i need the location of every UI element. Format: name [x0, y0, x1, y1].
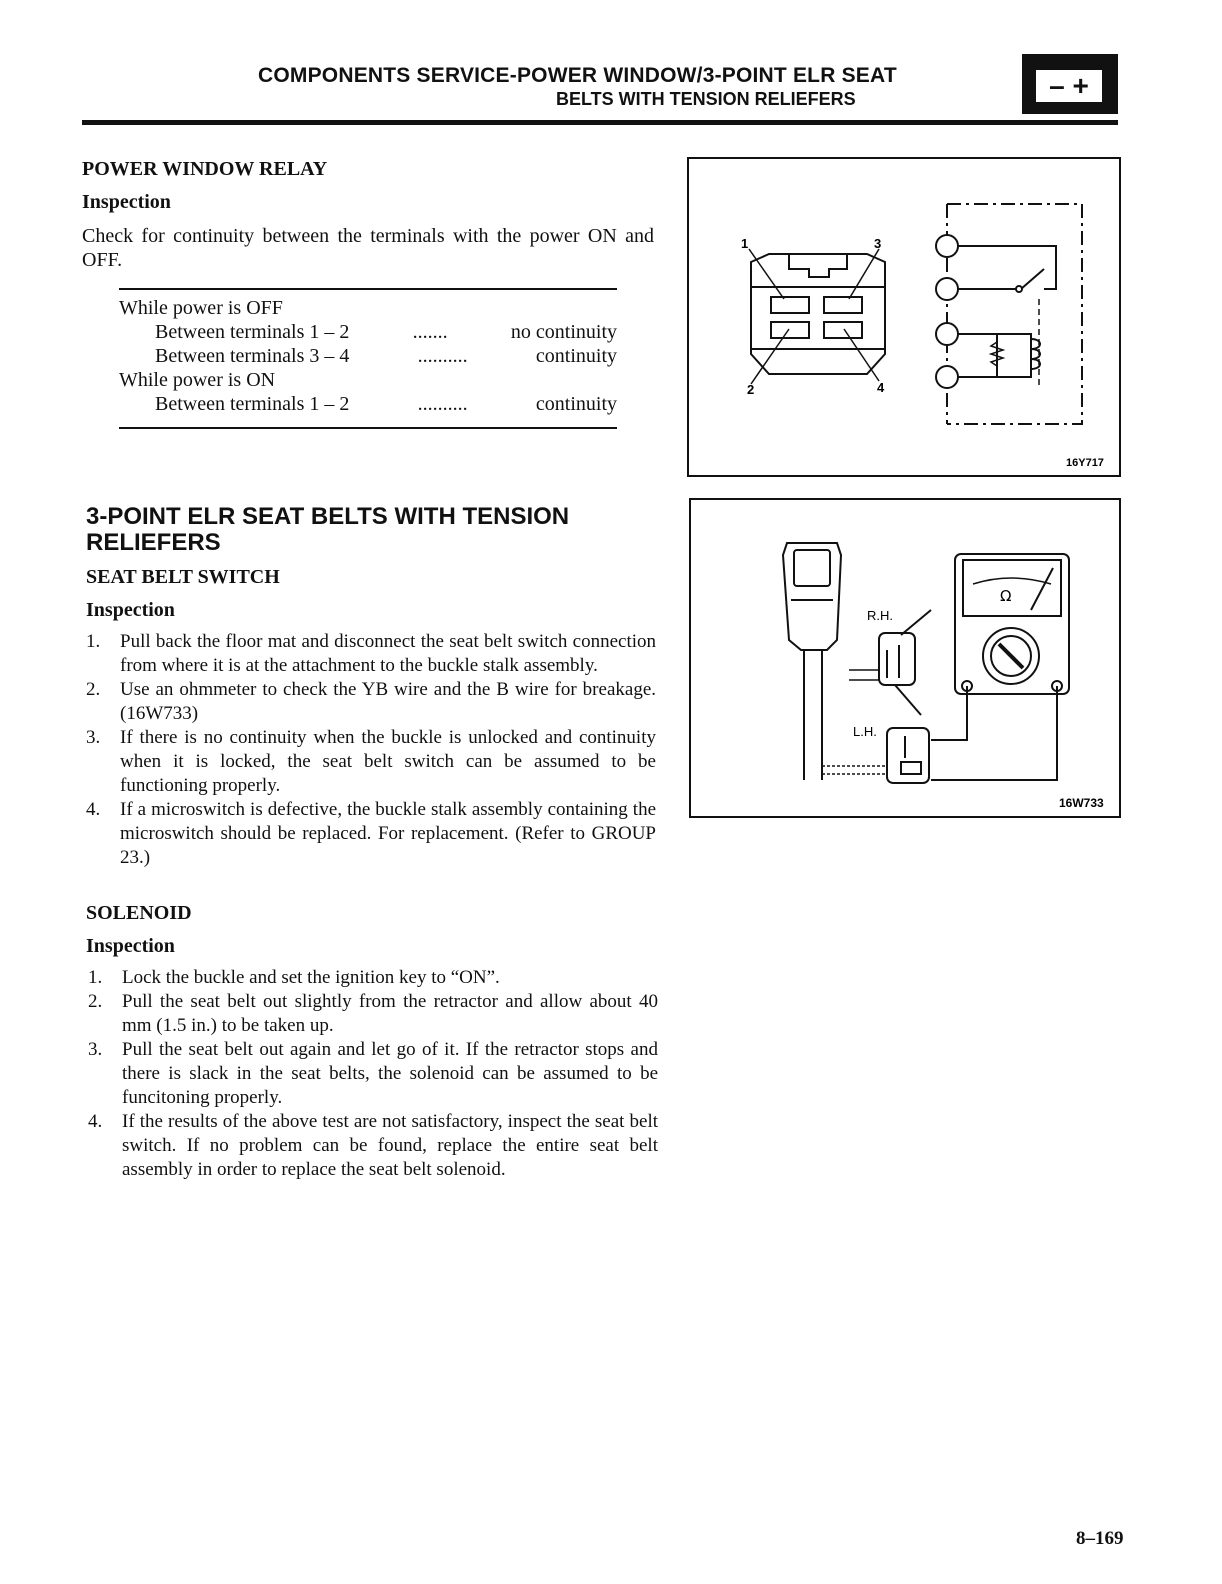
battery-terminal-positive — [1082, 62, 1096, 70]
spec-on-label: While power is ON — [119, 369, 276, 391]
list-item: 2. Use an ohmmeter to check the YB wire and the B wire for breakage. (16W733) — [86, 679, 656, 724]
ohmmeter-figure-code: 16W733 — [1059, 796, 1104, 810]
ohmmeter-diagram — [691, 500, 1119, 816]
list-item: 4. If a microswitch is defective, the buckle stalk assembly containing the microswitch should be replaced. For replacement. (Refer to GROUP 23.) — [86, 799, 656, 868]
battery-section-icon — [1022, 54, 1118, 114]
seat-belt-heading-line2: RELIEFERS — [86, 529, 221, 556]
spec-row-dots: .......... — [417, 393, 468, 415]
switch-inspection-subheading: Inspection — [86, 599, 175, 621]
spec-row-result: continuity — [535, 345, 617, 367]
solenoid-inspection-subheading: Inspection — [86, 935, 175, 957]
battery-symbol: – + — [1036, 70, 1102, 102]
relay-spec-table — [119, 296, 617, 416]
list-item: 3. If there is no continuity when the buckle is unlocked and continuity when it is locked, the seat belt switch can be assumed to be functioning properly. — [86, 727, 656, 796]
relay-switch-contact — [1021, 269, 1044, 289]
power-window-relay-heading: POWER WINDOW RELAY — [82, 158, 328, 180]
relay-terminal-slot — [771, 322, 809, 338]
terminal-label-1: 1 — [741, 236, 749, 251]
page-title-line2: BELTS WITH TENSION RELIEFERS — [556, 89, 856, 109]
solenoid-heading: SOLENOID — [86, 902, 192, 924]
ohmmeter-display — [963, 560, 1061, 616]
header-rule — [82, 120, 1118, 125]
switch-steps-list — [82, 630, 656, 870]
schematic-terminal — [936, 235, 958, 257]
spec-row-result: continuity — [535, 393, 617, 415]
spec-row-label: Between terminals 1 – 2 — [155, 393, 350, 415]
leader-line — [849, 249, 879, 299]
relay-diagram — [689, 159, 1119, 475]
relay-figure-code: 16Y717 — [1066, 457, 1104, 469]
ohmmeter-figure — [689, 498, 1121, 818]
spec-row — [119, 344, 617, 368]
terminal-label-4: 4 — [877, 380, 885, 395]
rh-label: R.H. — [867, 608, 893, 623]
spec-row — [119, 320, 617, 344]
list-item: 3. Pull the seat belt out again and let go of it. If the retractor stops and there is slack in the seat belts, the solenoid can be assumed to be funcitoning properly. — [88, 1039, 658, 1108]
relay-housing-outline — [947, 204, 1082, 424]
buckle-icon — [783, 543, 841, 650]
seat-belt-heading-line1: 3-POINT ELR SEAT BELTS WITH TENSION — [86, 503, 570, 530]
relay-figure — [687, 157, 1121, 477]
spec-row — [119, 392, 617, 416]
relay-terminal-slot — [824, 297, 862, 313]
seat-belt-switch-heading: SEAT BELT SWITCH — [86, 566, 280, 588]
terminal-label-3: 3 — [874, 236, 882, 251]
list-item: 4. If the results of the above test are not satisfactory, inspect the seat belt switch. If no problem can be found, replace the entire seat belt assembly in order to replace the seat belt solenoid. — [88, 1111, 658, 1180]
relay-intro-text: Check for continuity between the terminals with the power ON and OFF. — [82, 225, 654, 271]
list-item: 1. Lock the buckle and set the ignition key to “ON”. — [88, 967, 500, 988]
page-number: 8–169 — [1076, 1528, 1124, 1549]
schematic-terminal — [936, 366, 958, 388]
schematic-terminal — [936, 323, 958, 345]
relay-terminal-slot — [771, 297, 809, 313]
solenoid-steps-list — [84, 966, 658, 1182]
ohmmeter-scale — [973, 578, 1051, 584]
ohm-symbol: Ω — [1000, 587, 1012, 605]
probe-lead — [895, 685, 921, 715]
relay-inspection-subheading: Inspection — [82, 191, 171, 213]
spec-row-label: Between terminals 1 – 2 — [155, 321, 350, 343]
probe-lead — [901, 610, 931, 635]
ohmmeter-icon — [955, 554, 1069, 694]
page-title-line1: COMPONENTS SERVICE-POWER WINDOW/3-POINT ELR SEAT — [258, 64, 897, 87]
test-lead — [931, 686, 1057, 780]
spec-off-label: While power is OFF — [119, 297, 283, 319]
spec-row-dots: .......... — [417, 345, 468, 367]
leader-line — [749, 249, 784, 299]
lh-label: L.H. — [853, 724, 877, 739]
switch-wire — [958, 246, 1056, 289]
spec-bottom-rule — [119, 427, 617, 429]
relay-terminal-slot — [824, 322, 862, 338]
list-item: 2. Pull the seat belt out slightly from the retractor and allow about 40 mm (1.5 in.) to be taken up. — [88, 991, 658, 1036]
rh-connector — [879, 633, 915, 685]
schematic-terminal — [936, 278, 958, 300]
spec-row-dots: ....... — [412, 321, 448, 343]
relay-connector-key — [789, 254, 847, 277]
battery-terminal-negative — [1044, 62, 1058, 70]
spec-row-label: Between terminals 3 – 4 — [155, 345, 350, 367]
list-item: 1. Pull back the floor mat and disconnect the seat belt switch connection from where it is at the attachment to the buckle stalk assembly. — [86, 631, 656, 676]
spec-row-result: no continuity — [510, 321, 617, 343]
ohmmeter-needle — [1031, 568, 1053, 610]
terminal-label-2: 2 — [747, 382, 755, 397]
spec-top-rule — [119, 288, 617, 290]
